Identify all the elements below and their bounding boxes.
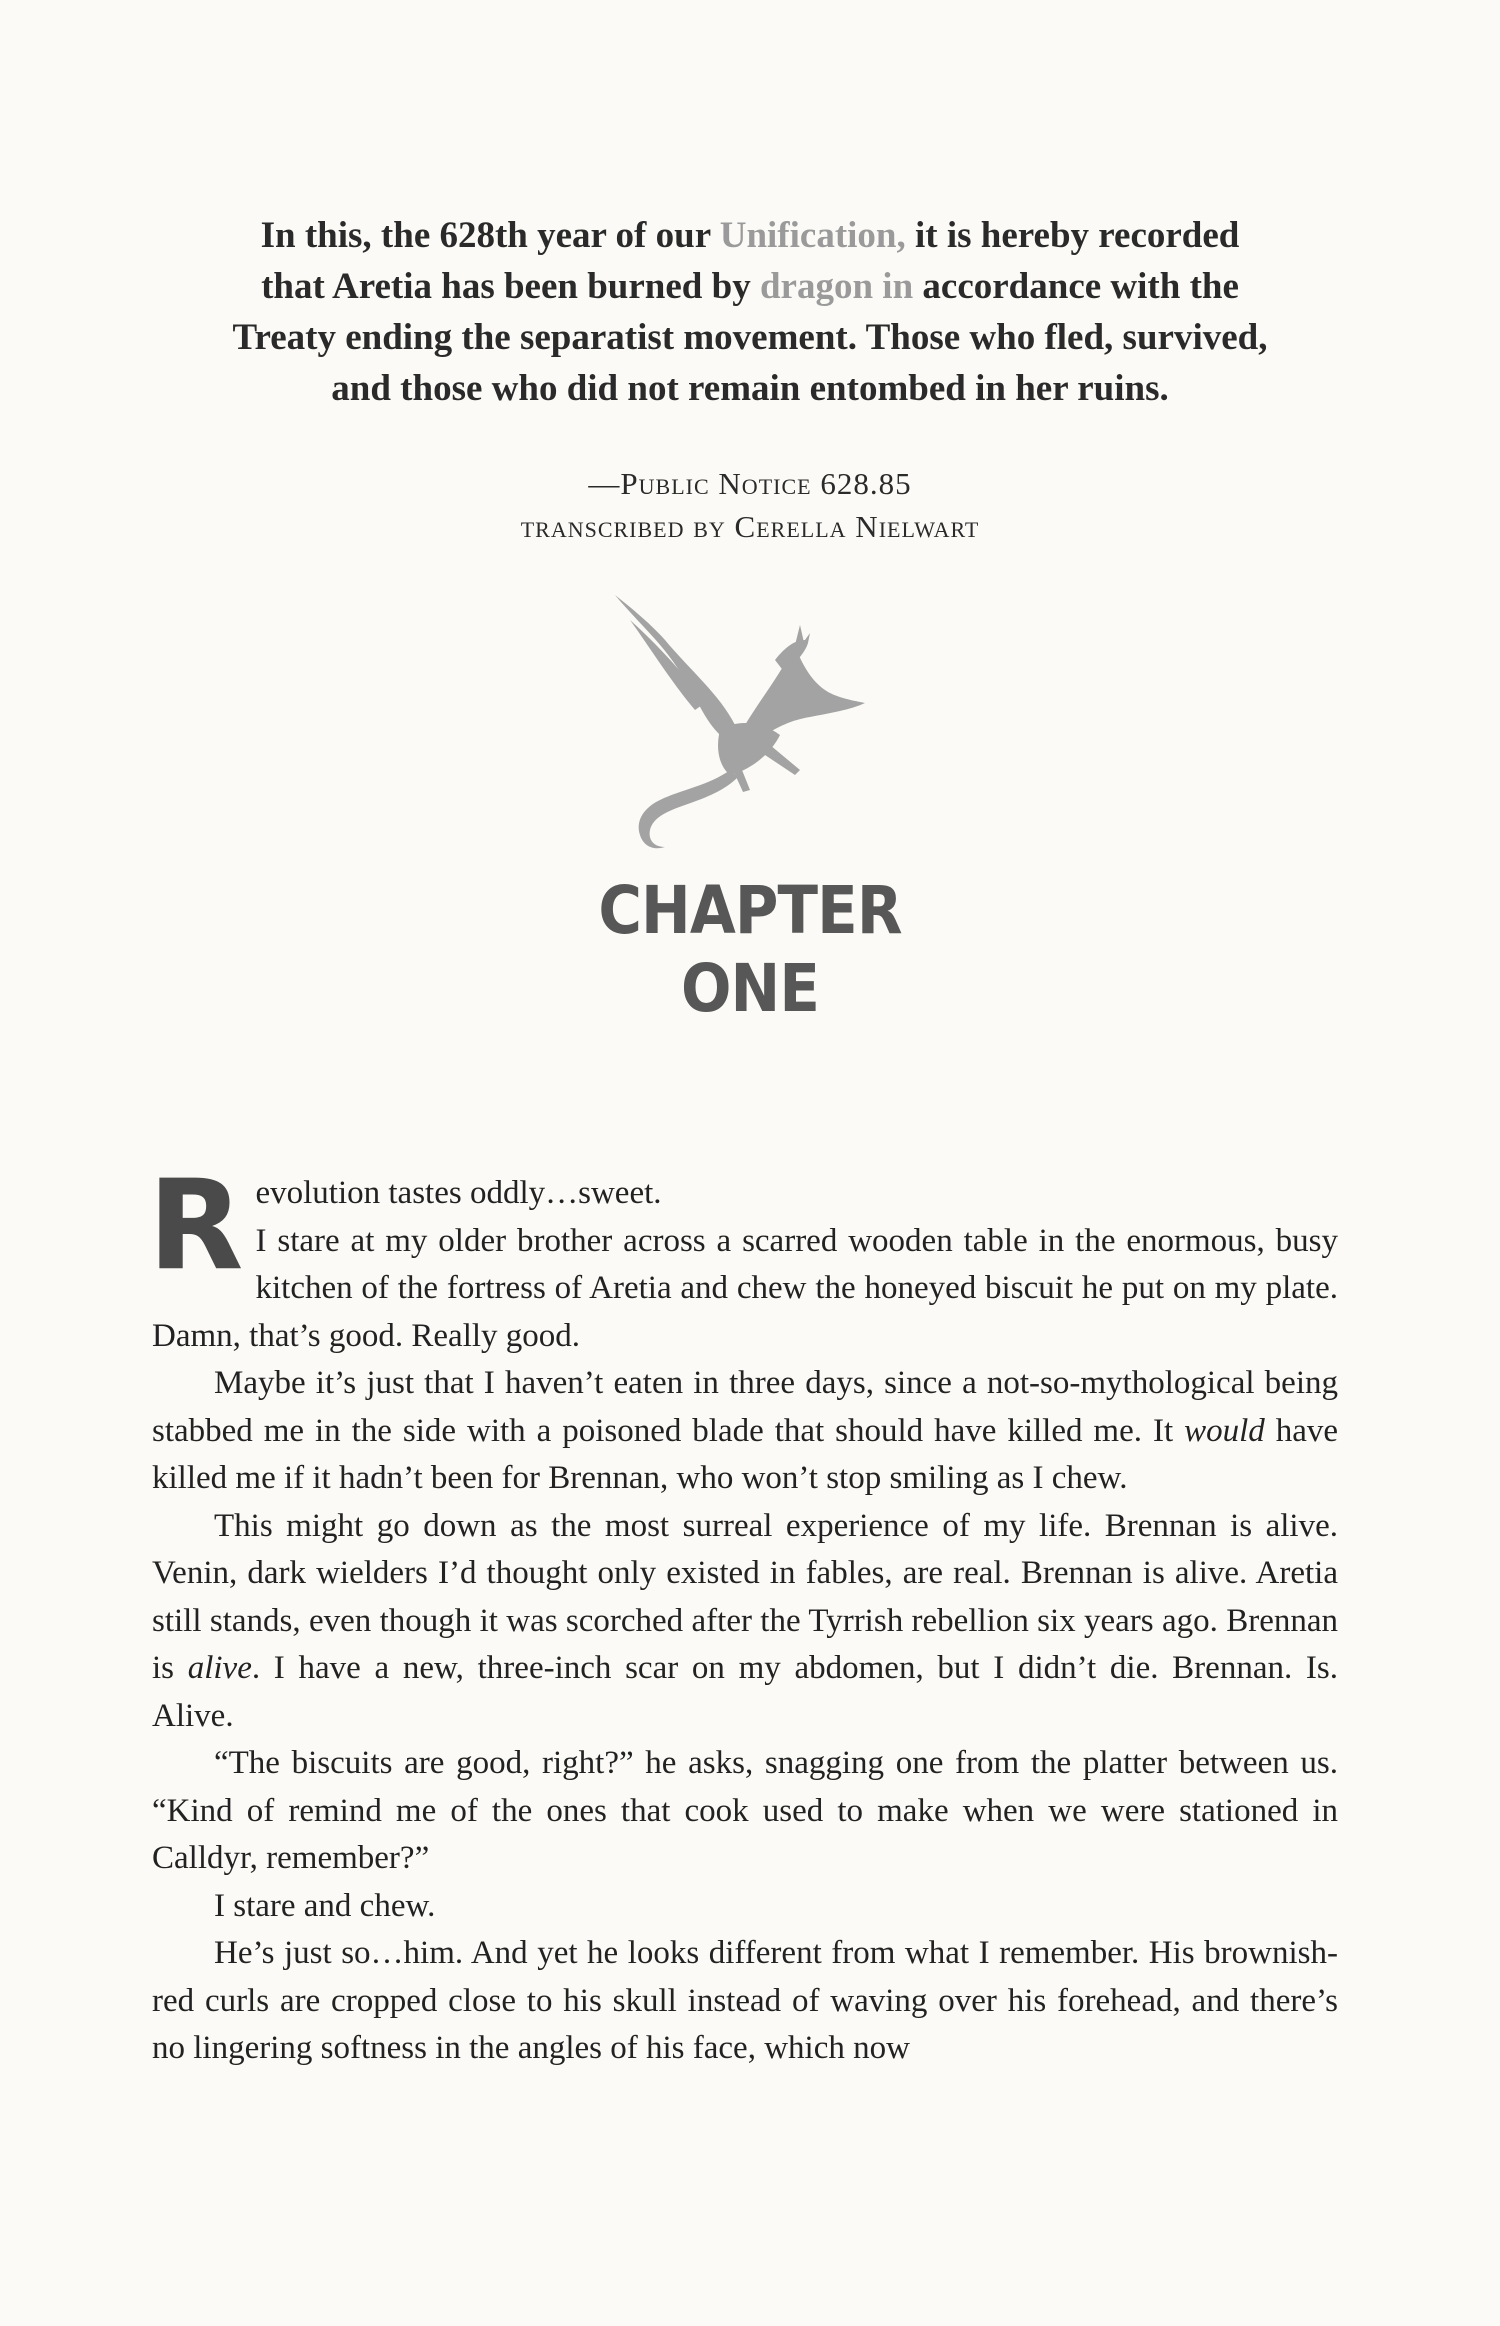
chapter-body <box>148 1154 1338 2073</box>
paragraph-5: “The biscuits are good, right?” he asks, snagging one from the platter between us. “Kind of remind me of the ones that cook used to make when we were stationed in Calldyr, remember?” <box>152 1745 1338 1876</box>
paragraph-7: He’s just so…him. And yet he looks different from what I remember. His brownish-red curls are cropped close to his skull instead of waving over his forehead, and there’s no lingering softness in the angles of his face, which now <box>152 1935 1338 2066</box>
paragraph-4: This might go down as the most surreal experience of my life. Brennan is alive. Venin, dark wielders I’d thought only existed in fables, are real. Brennan is alive. Aretia still stands, even though it was scorched after the Tyrrish rebellion six years ago. Brennan is alive. I have a new, three-inch scar on my abdomen, but I didn’t die. Brennan. Is. Alive. <box>152 1507 1338 1734</box>
chapter-heading <box>525 872 975 1028</box>
dragon-icon <box>610 585 870 865</box>
chapter-number: ONE <box>680 950 820 1027</box>
attribution <box>150 462 1350 548</box>
epigraph-line-3: Treaty ending the separatist movement. Those who fled, survived, <box>232 317 1268 358</box>
attribution-transcriber: transcribed by Cerella Nielwart <box>520 509 980 544</box>
paragraph-1: evolution tastes oddly…sweet. <box>255 1175 662 1211</box>
paragraph-3: Maybe it’s just that I haven’t eaten in three days, since a not-so-mythological being stabbed me in the side with a poisoned blade that should have killed me. It would have killed me if it hadn’t been for Brennan, who won’t stop smiling as I chew. <box>152 1365 1338 1496</box>
chapter-label: CHAPTER <box>598 872 902 949</box>
epigraph-line-2: that Aretia has been burned by dragon in accordance with the <box>261 266 1239 307</box>
epigraph-line-1: In this, the 628th year of our Unification, it is hereby recorded <box>260 215 1240 256</box>
paragraph-6: I stare and chew. <box>214 1887 436 1924</box>
paragraph-2: I stare at my older brother across a scarred wooden table in the enormous, busy kitchen of the fortress of Aretia and chew the honeyed biscuit he put on my plate. Damn, that’s good. Really good. <box>152 1222 1338 1354</box>
attribution-source: —Public Notice 628.85 <box>588 466 912 501</box>
drop-cap: R <box>148 1154 244 1298</box>
epigraph-line-4: and those who did not remain entombed in her ruins. <box>331 368 1169 409</box>
epigraph <box>150 210 1350 414</box>
